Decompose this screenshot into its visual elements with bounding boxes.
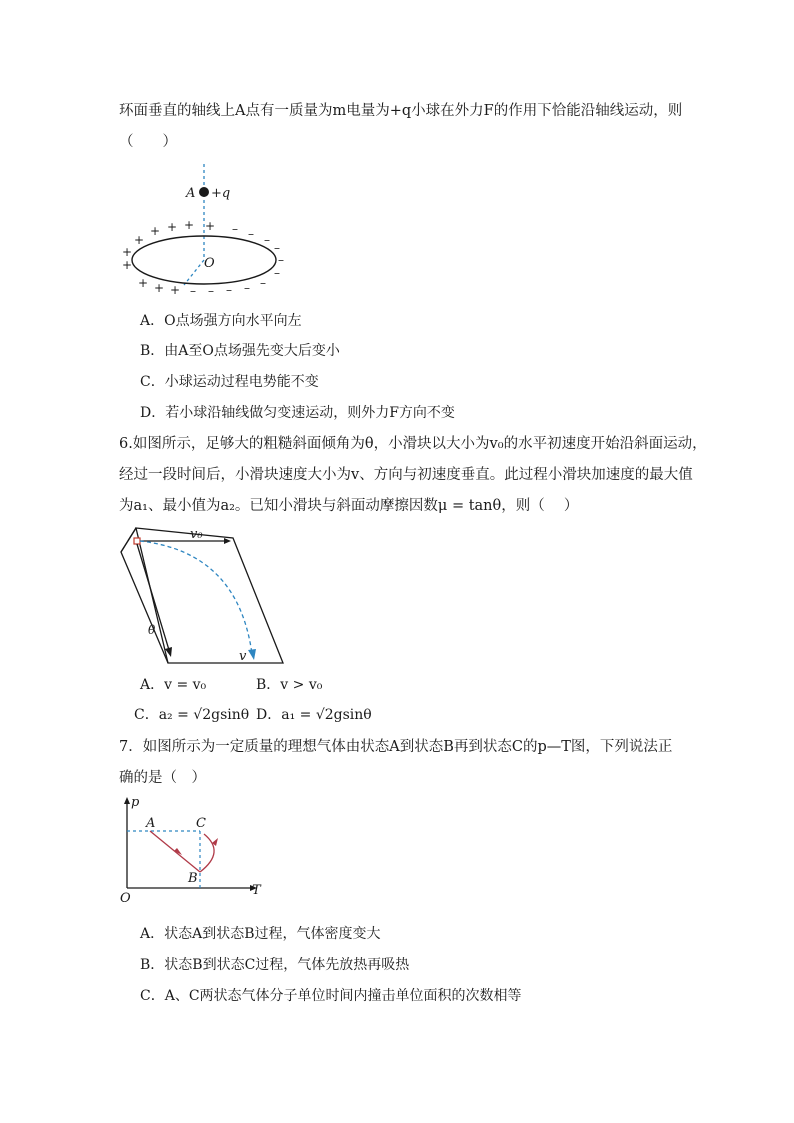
q7-option-b[interactable]: B．状态B到状态C过程，气体先放热再吸热 xyxy=(140,957,410,973)
label-q: +q xyxy=(211,186,231,201)
label-C: C xyxy=(196,816,206,831)
svg-text:+: + xyxy=(167,220,178,234)
svg-text:+: + xyxy=(134,233,145,247)
q7-stem-line1: 7．如图所示为一定质量的理想气体由状态A到状态B再到状态C的p—T图，下列说法正 xyxy=(119,739,673,755)
q6-incline-figure xyxy=(118,522,288,667)
svg-text:+: + xyxy=(170,283,181,297)
path-BC xyxy=(200,834,214,872)
svg-text:–: – xyxy=(264,233,270,247)
q6-option-c[interactable]: C．a₂ = √2gsinθ xyxy=(134,707,250,723)
q5-stem-line2: （ ） xyxy=(119,134,177,150)
svg-text:+: + xyxy=(122,245,133,259)
q7-option-c[interactable]: C．A、C两状态气体分子单位时间内撞击单位面积的次数相等 xyxy=(140,988,522,1004)
plus-charges xyxy=(122,218,215,297)
label-A: A xyxy=(146,816,156,831)
svg-text:+: + xyxy=(184,218,195,232)
q5-option-b[interactable]: B．由A至O点场强先变大后变小 xyxy=(140,343,340,359)
svg-text:–: – xyxy=(232,222,238,236)
label-T: T xyxy=(252,883,261,898)
svg-text:+: + xyxy=(150,224,161,238)
q5-ring-figure xyxy=(118,160,298,300)
svg-text:–: – xyxy=(244,281,250,295)
svg-text:–: – xyxy=(260,276,266,290)
incline-face xyxy=(136,528,283,663)
slider-block xyxy=(134,538,140,544)
label-A: A xyxy=(186,186,196,201)
q5-option-a[interactable]: A．O点场强方向水平向左 xyxy=(140,313,302,329)
svg-text:+: + xyxy=(205,219,216,233)
q7-option-a[interactable]: A．状态A到状态B过程，气体密度变大 xyxy=(140,926,381,942)
svg-text:–: – xyxy=(190,284,196,298)
label-theta: θ xyxy=(148,623,156,637)
radius-dashed xyxy=(184,260,204,285)
svg-text:–: – xyxy=(274,266,280,280)
label-v: v xyxy=(239,649,247,664)
svg-text:–: – xyxy=(278,253,284,267)
label-B: B xyxy=(188,871,198,886)
q6-option-d[interactable]: D．a₁ = √2gsinθ xyxy=(256,707,372,723)
q6-stem-line1: 6.如图所示，足够大的粗糙斜面倾角为θ，小滑块以大小为v₀的水平初速度开始沿斜面运动， xyxy=(119,436,707,452)
q6-stem-line2: 经过一段时间后，小滑块速度大小为v、方向与初速度垂直。此过程小滑块加速度的最大值 xyxy=(119,467,693,483)
q5-option-d[interactable]: D．若小球沿轴线做匀变速运动，则外力F方向不变 xyxy=(140,405,455,421)
label-p: p xyxy=(131,796,140,810)
q6-stem-line3: 为a₁、最小值为a₂。已知小滑块与斜面动摩擦因数μ = tanθ，则（ ） xyxy=(119,498,579,514)
svg-text:–: – xyxy=(208,284,214,298)
label-v0: v₀ xyxy=(190,527,203,542)
q5-option-c[interactable]: C．小球运动过程电势能不变 xyxy=(140,374,319,390)
q7-stem-line2: 确的是（ ） xyxy=(119,770,206,786)
label-O: O xyxy=(204,256,215,271)
q6-option-a[interactable]: A．v = v₀ xyxy=(140,677,207,693)
q7-pT-diagram xyxy=(116,796,266,906)
svg-text:+: + xyxy=(122,258,133,272)
incline-side xyxy=(121,528,168,663)
svg-text:–: – xyxy=(248,227,254,241)
svg-text:–: – xyxy=(274,241,280,255)
svg-text:+: + xyxy=(138,276,149,290)
ball-A xyxy=(199,187,209,197)
q5-stem-line1: 环面垂直的轴线上A点有一质量为m电量为+q小球在外力F的作用下恰能沿轴线运动，则 xyxy=(119,103,683,119)
label-O: O xyxy=(120,891,131,906)
svg-text:+: + xyxy=(154,281,165,295)
q6-option-b[interactable]: B．v > v₀ xyxy=(256,677,323,693)
svg-text:–: – xyxy=(226,283,232,297)
